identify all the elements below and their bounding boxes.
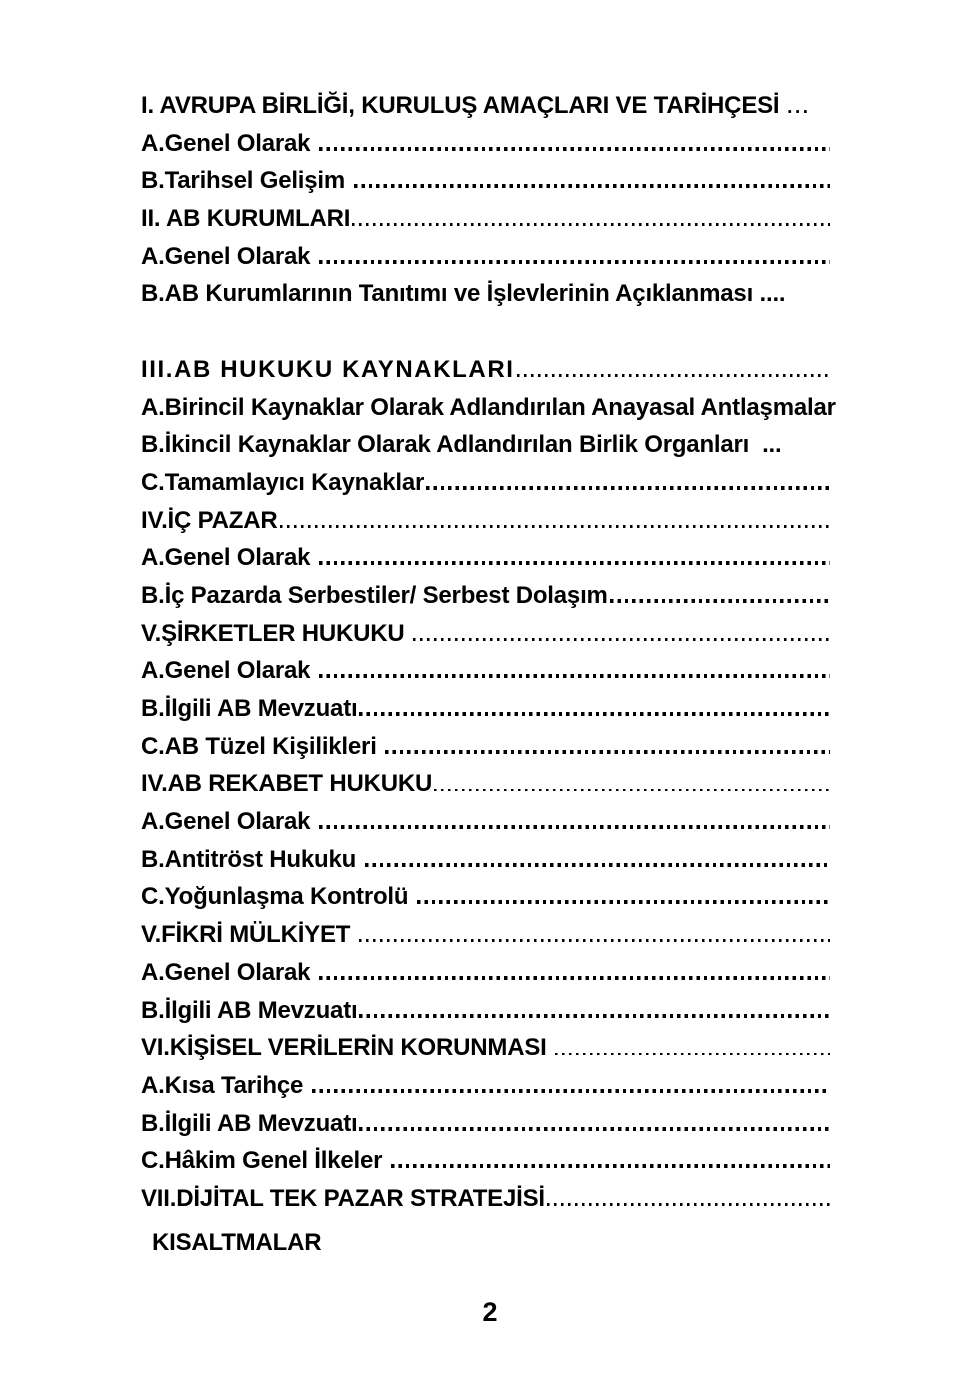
toc-entry [141, 695, 830, 733]
toc-entry [141, 544, 830, 582]
toc-dot-leader [280, 525, 831, 528]
toc-entry-label: B.İlgili AB Mevzuatı [141, 1109, 358, 1137]
toc-entry-label: A.Genel Olarak [141, 544, 317, 572]
toc-dot-leader [555, 1053, 830, 1056]
toc-dot-leader [517, 374, 830, 377]
toc-dot-leader [365, 863, 830, 867]
toc-entry [141, 1110, 830, 1148]
toc-entry [141, 1229, 830, 1267]
toc-dot-leader [319, 561, 830, 565]
toc-entry [141, 1034, 830, 1072]
toc-dot-leader [359, 939, 830, 942]
toc-entry [141, 280, 830, 318]
toc-entry-label: II. AB KURUMLARI [141, 205, 351, 233]
toc-entry-label: IV.İÇ PAZAR [141, 506, 278, 534]
toc-entry [141, 733, 830, 771]
toc-entry-suffix: ... [749, 431, 782, 459]
toc-dot-leader [610, 599, 830, 603]
toc-dot-leader [391, 1164, 830, 1168]
toc-entry [141, 582, 830, 620]
toc-dot-leader [352, 223, 830, 226]
toc-dot-leader [359, 712, 830, 716]
toc-entry-label: B.Antitröst Hukuku [141, 845, 363, 873]
toc-entry [141, 507, 830, 545]
toc-entry-label: B.İlgili AB Mevzuatı [141, 695, 358, 722]
toc-entry-label: I. AVRUPA BİRLİĞİ, KURULUŞ AMAÇLARI VE TARİHÇESİ [141, 92, 780, 119]
toc-dot-leader [413, 638, 830, 641]
toc-dot-leader [319, 825, 830, 829]
toc-entry-label: A.Genel Olarak [141, 808, 317, 836]
toc-entry [141, 1185, 830, 1223]
toc-entry [141, 959, 830, 997]
toc-dot-leader [417, 900, 830, 904]
toc-entry [141, 205, 830, 243]
toc-entry-label: IV.AB REKABET HUKUKU [141, 770, 433, 798]
toc-dot-leader [359, 1014, 830, 1018]
toc-entry-label: V.ŞİRKETLER HUKUKU [141, 619, 412, 647]
toc-dot-leader [319, 147, 830, 151]
toc-entry [141, 883, 830, 921]
toc-list [141, 92, 836, 1266]
toc-entry-label: A.Genel Olarak [141, 657, 317, 685]
toc-dot-leader [385, 750, 830, 754]
toc-entry [141, 808, 830, 846]
toc-entry [141, 167, 830, 205]
toc-entry-label: C.Yoğunlaşma Kontrolü [141, 883, 415, 911]
toc-entry [141, 620, 830, 658]
toc-entry-label: III.AB HUKUKU KAYNAKLARI [141, 355, 515, 383]
toc-entry-label: V.FİKRİ MÜLKİYET [141, 921, 357, 949]
toc-entry-label: VI.KİŞİSEL VERİLERİN KORUNMASI [141, 1034, 554, 1062]
toc-entry-label: C.Tamamlayıcı Kaynaklar [141, 468, 425, 496]
toc-entry-label: C.Hâkim Genel İlkeler [141, 1147, 389, 1175]
toc-entry-label: A.Genel Olarak [141, 958, 317, 986]
toc-entry [141, 393, 836, 432]
toc-entry [141, 356, 830, 394]
toc-dot-leader [319, 260, 830, 264]
toc-entry-suffix: .... [753, 280, 786, 308]
toc-dot-leader [319, 976, 830, 980]
toc-entry-label: A.Birincil Kaynaklar Olarak Adlandırılan Anayasal Antlaşmalar [141, 393, 836, 421]
toc-dot-leader [319, 674, 830, 678]
toc-entry [141, 469, 830, 507]
toc-entry-suffix: ... [779, 97, 811, 118]
page-footer [0, 1297, 980, 1328]
toc-entry [141, 130, 830, 168]
toc-entry [141, 997, 830, 1035]
toc-entry-label: A.Genel Olarak [141, 242, 317, 270]
toc-entry [141, 431, 830, 469]
toc-entry [141, 243, 830, 281]
toc-entry [141, 770, 830, 808]
toc-entry [141, 846, 830, 884]
toc-entry-label: B.İkincil Kaynaklar Olarak Adlandırılan Birlik Organları [141, 431, 750, 459]
toc-entry-label: VII.DİJİTAL TEK PAZAR STRATEJİSİ [141, 1184, 545, 1212]
toc-entry [141, 1072, 830, 1110]
page-number: 2 [482, 1297, 498, 1327]
toc-entry [141, 921, 830, 959]
toc-entry-label: B.İlgili AB Mevzuatı [141, 996, 358, 1024]
toc-entry-label: B.İç Pazarda Serbestiler/ Serbest Dolaşım [141, 581, 608, 609]
toc-entry [141, 1147, 830, 1185]
toc-dot-leader [359, 1127, 830, 1131]
toc-entry-label: B.Tarihsel Gelişim [141, 167, 352, 195]
toc-dot-leader [312, 1089, 830, 1093]
toc-entry-label: C.AB Tüzel Kişilikleri [141, 732, 384, 760]
toc-dot-leader [426, 486, 830, 490]
toc-dot-leader [434, 789, 830, 792]
toc-dot-leader [547, 1203, 830, 1206]
toc-entry [141, 657, 830, 695]
toc-entry-label: B.AB Kurumlarının Tanıtımı ve İşlevlerinin Açıklanması [141, 280, 754, 308]
toc-entry-label: A.Kısa Tarihçe [141, 1071, 310, 1099]
toc-entry [141, 92, 830, 130]
toc-entry-label: KISALTMALAR [152, 1228, 322, 1256]
toc-dot-leader [354, 184, 830, 188]
toc-entry-label: A.Genel Olarak [141, 129, 317, 157]
